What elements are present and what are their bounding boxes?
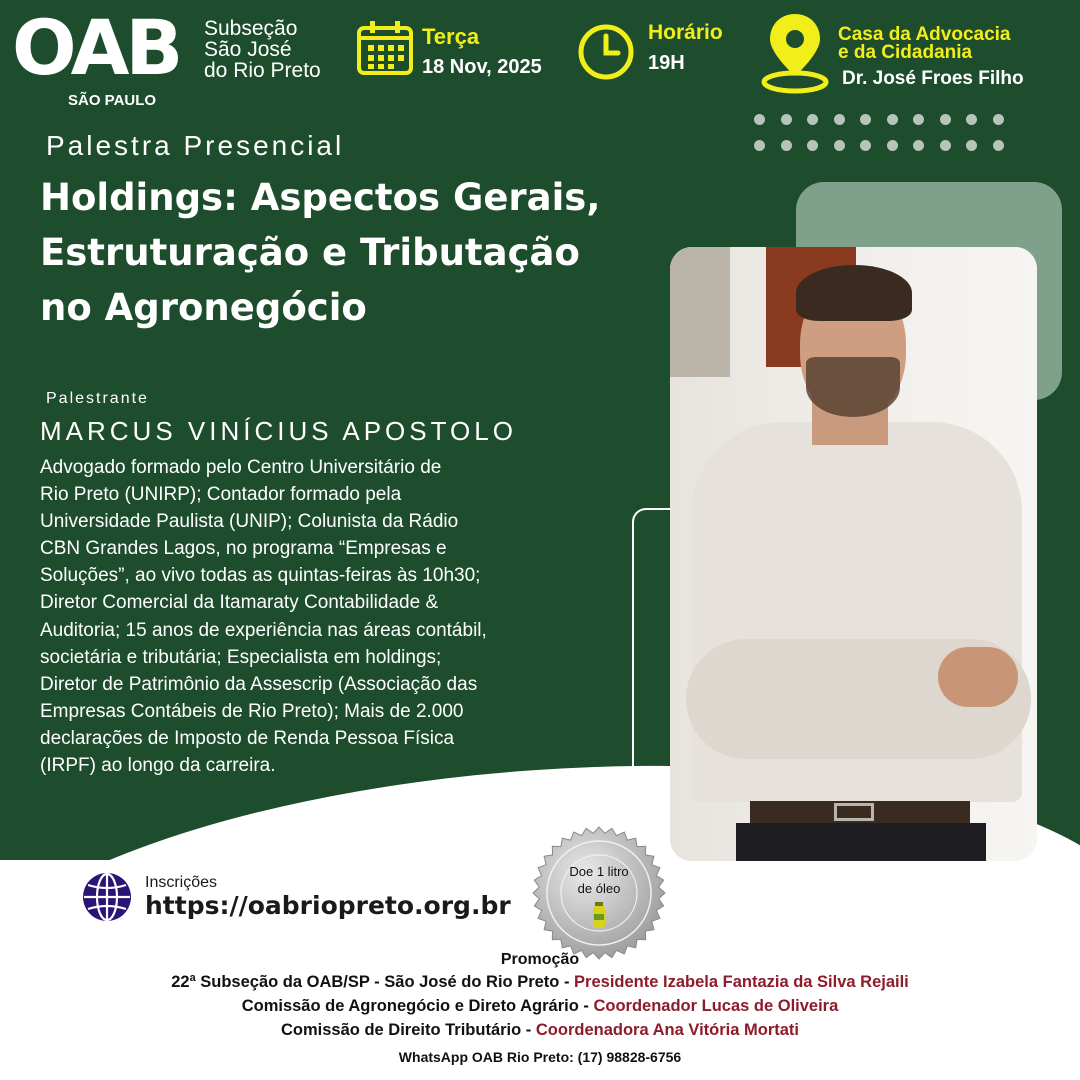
decorative-dot <box>781 140 792 151</box>
decorative-dots <box>746 114 1036 164</box>
seal-text: Doe 1 litro <box>569 864 629 879</box>
bio-line: (IRPF) ao longo da carreira. <box>40 755 276 777</box>
whatsapp-contact[interactable]: WhatsApp OAB Rio Preto: (17) 98828-6756 <box>398 1049 682 1065</box>
bio-line: Universidade Paulista (UNIP); Colunista da Rádio <box>40 511 459 533</box>
promotion-org: 22ª Subseção da OAB/SP - São José do Rio Preto - <box>171 973 575 991</box>
time-label: Horário <box>648 21 723 44</box>
promotion-person: Coordenadora Ana Vitória Mortati <box>535 1021 799 1039</box>
logo-region: SÃO PAULO <box>68 92 157 109</box>
calendar-icon <box>356 20 414 76</box>
decorative-dot <box>807 114 818 125</box>
talk-kicker: Palestra Presencial <box>46 130 345 161</box>
seal-text: de óleo <box>577 881 621 896</box>
event-place <box>838 26 1024 96</box>
speaker-bio <box>40 454 600 779</box>
bio-line: Empresas Contábeis de Rio Preto); Mais de 2.000 <box>40 700 464 722</box>
decorative-dot <box>940 140 951 151</box>
title-line: Estruturação e Tributação <box>40 231 580 274</box>
photo-pants <box>736 823 986 861</box>
decorative-dot <box>781 114 792 125</box>
decorative-dot <box>966 114 977 125</box>
promotion-person: Coordenador Lucas de Oliveira <box>593 997 839 1015</box>
globe-icon <box>82 872 132 922</box>
speaker-label: Palestrante <box>46 390 149 407</box>
title-line: Holdings: Aspectos Gerais, <box>40 176 601 219</box>
decorative-dot <box>860 140 871 151</box>
talk-title <box>40 170 680 335</box>
time-value: 19H <box>648 52 685 74</box>
event-weekday: Terça <box>422 24 480 49</box>
logo-text: OAB <box>12 3 180 92</box>
place-line: Casa da Advocacia <box>838 24 1011 45</box>
subsecao-line: Subseção <box>204 17 298 40</box>
title-line: no Agronegócio <box>40 286 367 329</box>
promotion-line <box>0 994 1080 1018</box>
bio-line: Soluções”, ao vivo todas as quintas-feiras às 10h30; <box>40 565 481 587</box>
bio-line: Rio Preto (UNIRP); Contador formado pela <box>40 484 402 506</box>
decorative-dot <box>887 140 898 151</box>
speaker-photo <box>670 247 1037 861</box>
event-time <box>648 20 723 80</box>
registration-label: Inscrições <box>145 874 218 891</box>
promotion-footer <box>0 950 1080 1072</box>
subsecao-line: São José <box>204 38 292 61</box>
registration-link[interactable]: https://oabriopreto.org.br <box>145 891 511 920</box>
decorative-dot <box>913 114 924 125</box>
clock-icon <box>576 22 636 82</box>
bio-line: CBN Grandes Lagos, no programa “Empresas e <box>40 538 447 560</box>
decorative-dot <box>754 140 765 151</box>
place-line: e da Cidadania <box>838 42 973 63</box>
decorative-dot <box>993 114 1004 125</box>
bio-line: societária e tributária; Especialista em holdings; <box>40 646 442 668</box>
photo-hand <box>938 647 1018 707</box>
photo-hair <box>796 265 912 321</box>
bio-line: declarações de Imposto de Renda Pessoa Física <box>40 727 455 749</box>
decorative-dot <box>834 114 845 125</box>
decorative-dot <box>940 114 951 125</box>
decorative-dot <box>887 114 898 125</box>
promotion-line <box>0 1018 1080 1042</box>
place-name: Dr. José Froes Filho <box>842 68 1024 89</box>
bio-line: Auditoria; 15 anos de experiência nas áreas contábil, <box>40 619 487 641</box>
decorative-dot <box>807 140 818 151</box>
promotion-person: Presidente Izabela Fantazia da Silva Rejaili <box>574 973 909 991</box>
decorative-dot <box>913 140 924 151</box>
bio-line: Diretor de Patrimônio da Assescrip (Associação das <box>40 673 478 695</box>
decorative-dot <box>966 140 977 151</box>
photo-buckle <box>834 803 874 821</box>
promotion-org: Comissão de Agronegócio e Direto Agrário - <box>241 997 594 1015</box>
subsecao-line: do Rio Preto <box>204 59 321 82</box>
promotion-line <box>0 970 1080 994</box>
speaker-name: MARCUS VINÍCIUS APOSTOLO <box>40 416 517 446</box>
photo-beard <box>806 357 900 417</box>
event-date <box>422 24 542 84</box>
subsecao-name <box>204 18 321 81</box>
promotion-org: Comissão de Direito Tributário - <box>281 1021 536 1039</box>
bio-line: Diretor Comercial da Itamaraty Contabilidade & <box>40 592 439 614</box>
decorative-dot <box>754 114 765 125</box>
promotion-heading: Promoção <box>500 951 580 968</box>
decorative-dot <box>860 114 871 125</box>
decorative-dot <box>834 140 845 151</box>
location-pin-icon <box>760 10 830 94</box>
bio-line: Advogado formado pelo Centro Universitário de <box>40 457 442 478</box>
event-date-text: 18 Nov, 2025 <box>422 56 542 78</box>
decorative-dot <box>993 140 1004 151</box>
